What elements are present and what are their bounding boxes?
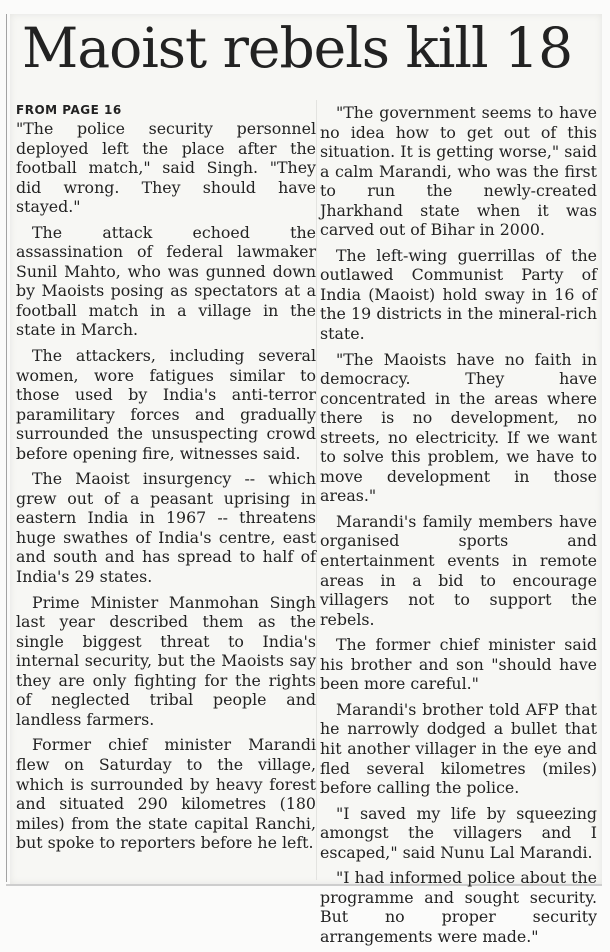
headline: Maoist rebels kill 18 <box>22 16 573 80</box>
left-column <box>16 103 316 859</box>
paragraph: The attack echoed the assassination of federal lawmaker Sunil Mahto, who was gunned down by Maoists posing as spectators at a football match in a village in the state in March. <box>16 222 316 340</box>
paragraph: "The police security personnel deployed left the place after the football match," said Singh. "They did wrong. They should have stayed." <box>16 119 316 217</box>
paragraph: Marandi's brother told AFP that he narrowly dodged a bullet that hit another villager in the eye and fled several kilometres (miles) before calling the police. <box>320 699 597 798</box>
clipping-left-edge <box>6 14 7 882</box>
paragraph: "I saved my life by squeezing amongst the villagers and I escaped," said Nunu Lal Marandi. <box>320 803 597 862</box>
paragraph: The former chief minister said his brother and son "should have been more careful." <box>320 635 597 694</box>
paragraph: Prime Minister Manmohan Singh last year described them as the single biggest threat to India's internal security, but the Maoists say they are only fighting for the rights of neglected tribal people and landless farmers. <box>16 592 316 729</box>
paragraph: "I had informed police about the programme and sought security. But no proper security arrangements were made." <box>320 868 597 946</box>
right-column <box>320 103 597 952</box>
paragraph: Marandi's family members have organised sports and entertainment events in remote areas in a bid to encourage villagers not to support the rebels. <box>320 511 597 629</box>
paragraph: "The government seems to have no idea how to get out of this situation. It is getting worse," said a calm Marandi, who was the first to run the newly-created Jharkhand state when it was carved out of Bihar in 2000. <box>320 103 597 240</box>
continuation-kicker: FROM PAGE 16 <box>16 103 122 117</box>
paragraph: Former chief minister Marandi flew on Saturday to the village, which is surrounded by heavy forest and situated 290 kilometres (180 miles) from the state capital Ranchi, but spoke to reporters before he left. <box>16 735 316 853</box>
paragraph: "The Maoists have no faith in democracy. They have concentrated in the areas where there is no development, no streets, no electricity. If we want to solve this problem, we have to move development in those areas." <box>320 349 597 506</box>
paragraph: The Maoist insurgency -- which grew out of a peasant uprising in eastern India in 1967 -- threatens huge swathes of India's centre, east and south and has spread to half of India's 29 states. <box>16 469 316 587</box>
column-divider <box>316 100 317 880</box>
paragraph: The left-wing guerrillas of the outlawed Communist Party of India (Maoist) hold sway in 16 of the 19 districts in the mineral-rich state. <box>320 245 597 344</box>
paragraph: The attackers, including several women, wore fatigues similar to those used by India's anti-terror paramilitary forces and gradually surrounded the unsuspecting crowd before opening fire, witnesses said. <box>16 346 316 463</box>
